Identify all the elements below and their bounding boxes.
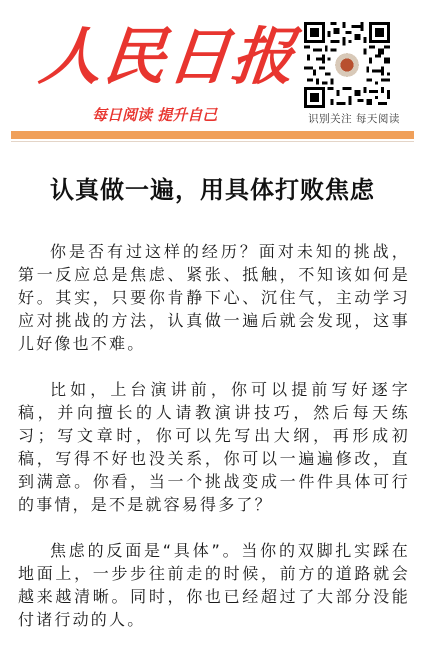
header-divider-bar [11, 131, 414, 139]
article-paragraph: 你是否有过这样的经历？面对未知的挑战，第一反应总是焦虑、紧张、抵触，不知该如何是好。其实，只要你肯静下心、沉住气，主动学习应对挑战的方法，认真做一遍后就会发现，这事儿好像也不难。 [18, 242, 410, 353]
article-title: 认真做一遍，用具体打败焦虑 [50, 176, 375, 204]
header-slogan: 每日阅读 提升自己 [92, 106, 218, 124]
article-paragraph: 比如，上台演讲前，你可以提前写好逐字稿，并向擅长的人请教演讲技巧，然后每天练习；写文章时，你可以先写出大纲，再形成初稿，写得不好也没关系，你可以一遍遍修改，直到满意。你看，当一个挑战变成一件件具体可行的事情，是不是就容易得多了？ [18, 380, 410, 514]
newspaper-header [0, 0, 425, 160]
qr-caption: 识别关注 每天阅读 [308, 113, 400, 125]
qr-code[interactable] [304, 22, 390, 108]
article-body [18, 240, 410, 654]
peoples-daily-logo: 人民日报 [36, 20, 300, 93]
article-paragraph: 焦虑的反面是“具体”。当你的双脚扎实踩在地面上，一步步往前走的时候，前方的道路就会越来越清晰。同时，你也已经超过了大部分没能付诸行动的人。 [18, 541, 410, 629]
header-divider-line [11, 141, 414, 142]
